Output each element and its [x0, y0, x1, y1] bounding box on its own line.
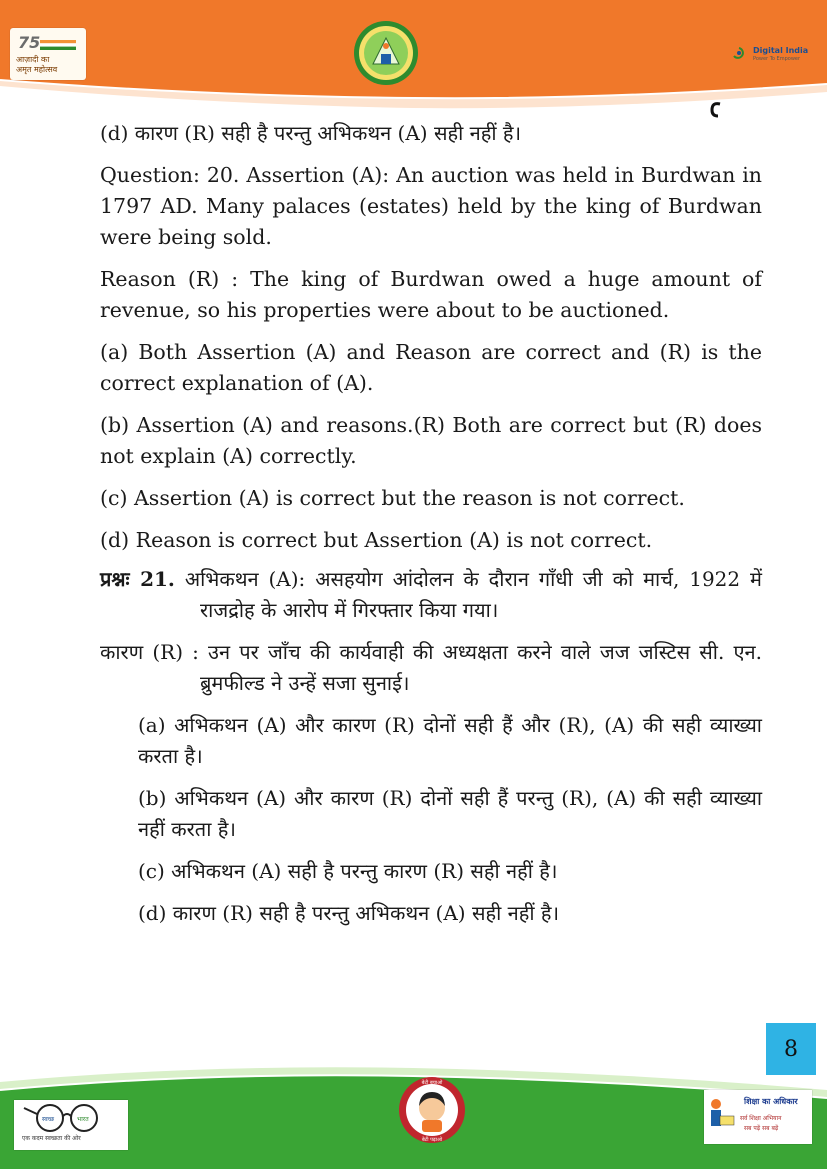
page-number: 8	[766, 1023, 816, 1075]
q21-option-a: (a) अभिकथन (A) और कारण (R) दोनों सही हैं और (R), (A) की सही व्याख्या करता है।	[138, 713, 762, 768]
tricolor-flag-icon	[40, 40, 76, 50]
state-education-emblem-icon	[353, 20, 419, 86]
q19-option-d: (d) कारण (R) सही है परन्तु अभिकथन (A) सही नहीं है।	[100, 121, 522, 145]
bharat-word: भारत	[77, 1116, 89, 1123]
q20-assertion: Question: 20. Assertion (A): An auction was held in Burdwan in 1797 AD. Many palaces (estates) held by the king of Burdwan were being sold.	[100, 163, 762, 249]
shiksha-line1: सर्व शिक्षा अभियान	[740, 1115, 782, 1122]
logo-number: 75	[18, 33, 41, 52]
children-reading-icon	[704, 1090, 740, 1144]
swachh-bharat-logo	[14, 1100, 128, 1150]
gandhi-glasses-icon	[14, 1100, 128, 1134]
swachh-word: स्वच्छ	[42, 1116, 55, 1123]
q21-reason: कारण (R) : उन पर जाँच की कार्यवाही की अध्यक्षता करने वाले जज जस्टिस सी. एन. ब्रुमफील्ड ने उन्हें सजा सुनाई।	[100, 640, 762, 695]
page-footer	[0, 1060, 827, 1169]
page-header	[0, 0, 827, 120]
q20-reason: Reason (R) : The king of Burdwan owed a huge amount of revenue, so his properties were about to be auctioned.	[100, 267, 762, 322]
digital-india-logo	[727, 38, 809, 70]
q21-option-d: (d) कारण (R) सही है परन्तु अभिकथन (A) सही नहीं है।	[138, 901, 560, 925]
q21-label: प्रश्नः 21.	[100, 567, 175, 591]
logo-line1: आज़ादी का	[16, 55, 50, 64]
digital-india-subtitle: Power To Empower	[753, 56, 801, 62]
q20-option-a: (a) Both Assertion (A) and Reason are correct and (R) is the correct explanation of (A).	[100, 340, 762, 395]
digital-india-title: Digital India	[753, 46, 809, 55]
swachh-tagline: एक कदम स्वच्छता की ओर	[22, 1135, 81, 1142]
digital-india-icon	[727, 38, 751, 68]
q20-option-b: (b) Assertion (A) and reasons.(R) Both are correct but (R) does not explain (A) correctly.	[100, 413, 762, 468]
shiksha-ka-adhikar-logo	[704, 1090, 812, 1144]
q21-option-c: (c) अभिकथन (A) सही है परन्तु कारण (R) सही नहीं है।	[138, 859, 558, 883]
beti-bottom-text: बेटी पढ़ाओ	[421, 1137, 443, 1143]
shiksha-title: शिक्षा का अधिकार	[744, 1097, 798, 1106]
q20-option-d: (d) Reason is correct but Assertion (A) is not correct.	[100, 528, 653, 552]
q21-option-b: (b) अभिकथन (A) और कारण (R) दोनों सही हैं परन्तु (R), (A) की सही व्याख्या नहीं करता है।	[138, 786, 762, 841]
q20-option-c: (c) Assertion (A) is correct but the reason is not correct.	[100, 486, 685, 510]
document-body	[100, 118, 762, 940]
azadi-amrit-mahotsav-logo	[10, 28, 86, 80]
logo-line2: अमृत महोत्सव	[16, 65, 58, 74]
beti-top-text: बेटी बचाओ	[421, 1080, 443, 1086]
q21-assertion	[100, 564, 762, 626]
beti-bachao-logo-icon	[398, 1072, 466, 1148]
corner-mark-icon	[708, 100, 724, 118]
q21-text: अभिकथन (A): असहयोग आंदोलन के दौरान गाँधी जी को मार्च, 1922 में राजद्रोह के आरोप में गिरफ्तार किया गया।	[184, 567, 762, 622]
shiksha-line2: सब पढ़ें सब बढ़ें	[744, 1125, 779, 1132]
